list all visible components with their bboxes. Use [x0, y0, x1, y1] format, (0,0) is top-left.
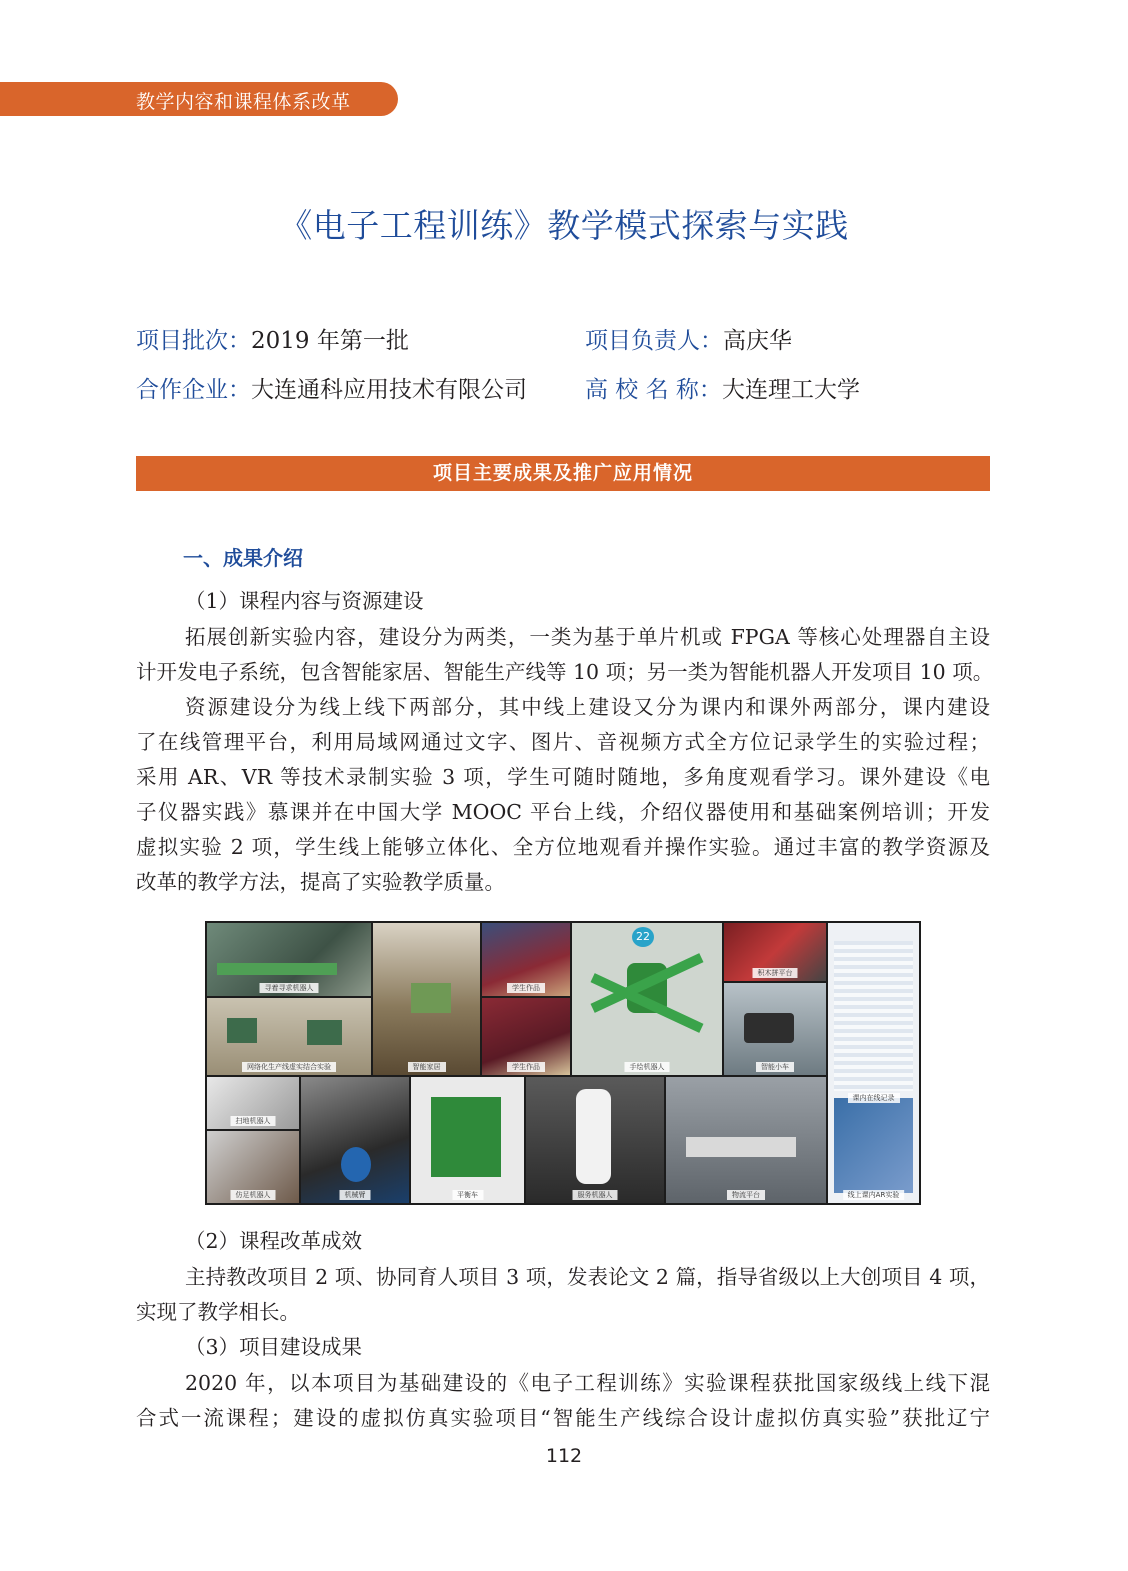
para2-line6: 改革的教学方法，提高了实验教学质量。	[136, 870, 505, 894]
meta-school-label: 高 校 名 称：	[585, 377, 722, 403]
photo-caption: 扫地机器人	[231, 1116, 276, 1126]
robot-shape	[576, 1089, 611, 1184]
photo-student-works-2	[482, 998, 570, 1075]
photo-caption: 服务机器人	[573, 1190, 618, 1200]
board-shape	[411, 983, 451, 1013]
para1-line1: 拓展创新实验内容，建设分为两类，一类为基于单片机或 FPGA 等核心处理器自主设	[185, 625, 990, 649]
meta-leader-label: 项目负责人：	[585, 328, 723, 354]
para2-line5: 虚拟实验 2 项，学生线上能够立体化、全方位地观看并操作实验。通过丰富的教学资源及	[136, 835, 990, 859]
photo-caption: 学生作品	[507, 983, 545, 993]
table-shape	[834, 941, 913, 1091]
section-heading: 一、成果介绍	[183, 546, 303, 570]
photo-service-robot	[526, 1077, 664, 1203]
page-title: 《电子工程训练》教学模式探索与实践	[279, 206, 849, 245]
section-tag	[0, 82, 398, 116]
circuit-board-shape	[217, 963, 337, 975]
photo-caption: 积木拼平台	[753, 968, 798, 978]
para3-line2: 实现了教学相长。	[136, 1300, 300, 1324]
conveyor-shape	[686, 1137, 796, 1157]
subheading-2: （2）课程改革成效	[185, 1229, 363, 1253]
subheading-1: （1）课程内容与资源建设	[185, 589, 424, 613]
photo-robot-arm	[207, 923, 371, 996]
section-tag-label: 教学内容和课程体系改革	[136, 91, 351, 113]
photo-collage	[205, 921, 921, 1205]
photo-caption: 课内在线记录	[848, 1093, 900, 1103]
photo-smart-car	[724, 983, 826, 1075]
page-number: 112	[545, 1445, 583, 1467]
photo-caption: 学生作品	[507, 1062, 545, 1072]
module-shape	[227, 1018, 257, 1043]
para2-line2: 了在线管理平台，利用局域网通过文字、图片、音视频方式全方位记录学生的实验过程；	[136, 730, 990, 754]
para1-line2: 计开发电子系统，包含智能家居、智能生产线等 10 项；另一类为智能机器人开发项目 10 项。	[136, 660, 994, 684]
meta-leader-value: 高庆华	[723, 328, 792, 354]
meta-batch	[136, 322, 409, 355]
photo-caption: 仿足机器人	[231, 1190, 276, 1200]
para2-line4: 子仪器实践》慕课并在中国大学 MOOC 平台上线，介绍仪器使用和基础案例培训；开发	[136, 800, 990, 824]
meta-leader	[585, 322, 792, 355]
photo-block-platform	[724, 923, 826, 981]
para3-line1: 主持教改项目 2 项、协同育人项目 3 项，发表论文 2 篇，指导省级以上大创项目 4 项，	[185, 1265, 990, 1289]
board-shape	[431, 1097, 501, 1177]
photo-mechanical-arm	[301, 1077, 409, 1203]
module-shape	[307, 1020, 342, 1045]
photo-foot-robot	[207, 1131, 299, 1203]
photo-smart-home	[373, 923, 480, 1075]
photo-caption: 物流平台	[727, 1190, 765, 1200]
photo-caption: 平衡车	[452, 1190, 483, 1200]
photo-caption: 寻着寻求机器人	[260, 983, 319, 993]
photo-caption: 智能家居	[408, 1062, 446, 1072]
photo-caption: 手绘机器人	[625, 1062, 670, 1072]
meta-school-value: 大连理工大学	[721, 377, 860, 403]
photo-caption: 网络化生产线虚实结合实验	[242, 1062, 336, 1072]
meta-company-label: 合作企业：	[136, 377, 251, 403]
photo-sweeping-robot	[207, 1077, 299, 1129]
photo-caption: 智能小车	[756, 1062, 794, 1072]
photo-caption: 线上课内AR实验	[843, 1190, 905, 1200]
photo-online-record	[828, 923, 919, 1203]
badge: 22	[632, 927, 654, 947]
subheading-3: （3）项目建设成果	[185, 1335, 363, 1359]
meta-company	[136, 371, 527, 404]
arm-base	[341, 1147, 371, 1182]
meta-batch-value: 2019 年第一批	[251, 328, 409, 354]
photo-inset	[834, 1098, 913, 1193]
meta-batch-label: 项目批次：	[136, 328, 251, 354]
photo-student-works	[482, 923, 570, 996]
photo-balance-car	[411, 1077, 524, 1203]
para2-line3: 采用 AR、VR 等技术录制实验 3 项，学生可随时随地，多角度观看学习。课外建设《电	[136, 765, 990, 789]
section-bar: 项目主要成果及推广应用情况	[136, 456, 990, 491]
para4-line1: 2020 年，以本项目为基础建设的《电子工程训练》实验课程获批国家级线上线下混	[185, 1371, 990, 1395]
para2-line1: 资源建设分为线上线下两部分，其中线上建设又分为课内和课外两部分，课内建设	[185, 695, 990, 719]
photo-hexapod	[572, 923, 722, 1075]
photo-caption: 机械臂	[340, 1190, 371, 1200]
meta-school	[585, 371, 860, 404]
photo-network-production	[207, 998, 371, 1075]
para4-line2: 合式一流课程；建设的虚拟仿真实验项目“智能生产线综合设计虚拟仿真实验”获批辽宁	[136, 1406, 990, 1430]
photo-logistics-platform	[666, 1077, 826, 1203]
meta-company-value: 大连通科应用技术有限公司	[251, 377, 527, 403]
car-shape	[744, 1013, 794, 1043]
